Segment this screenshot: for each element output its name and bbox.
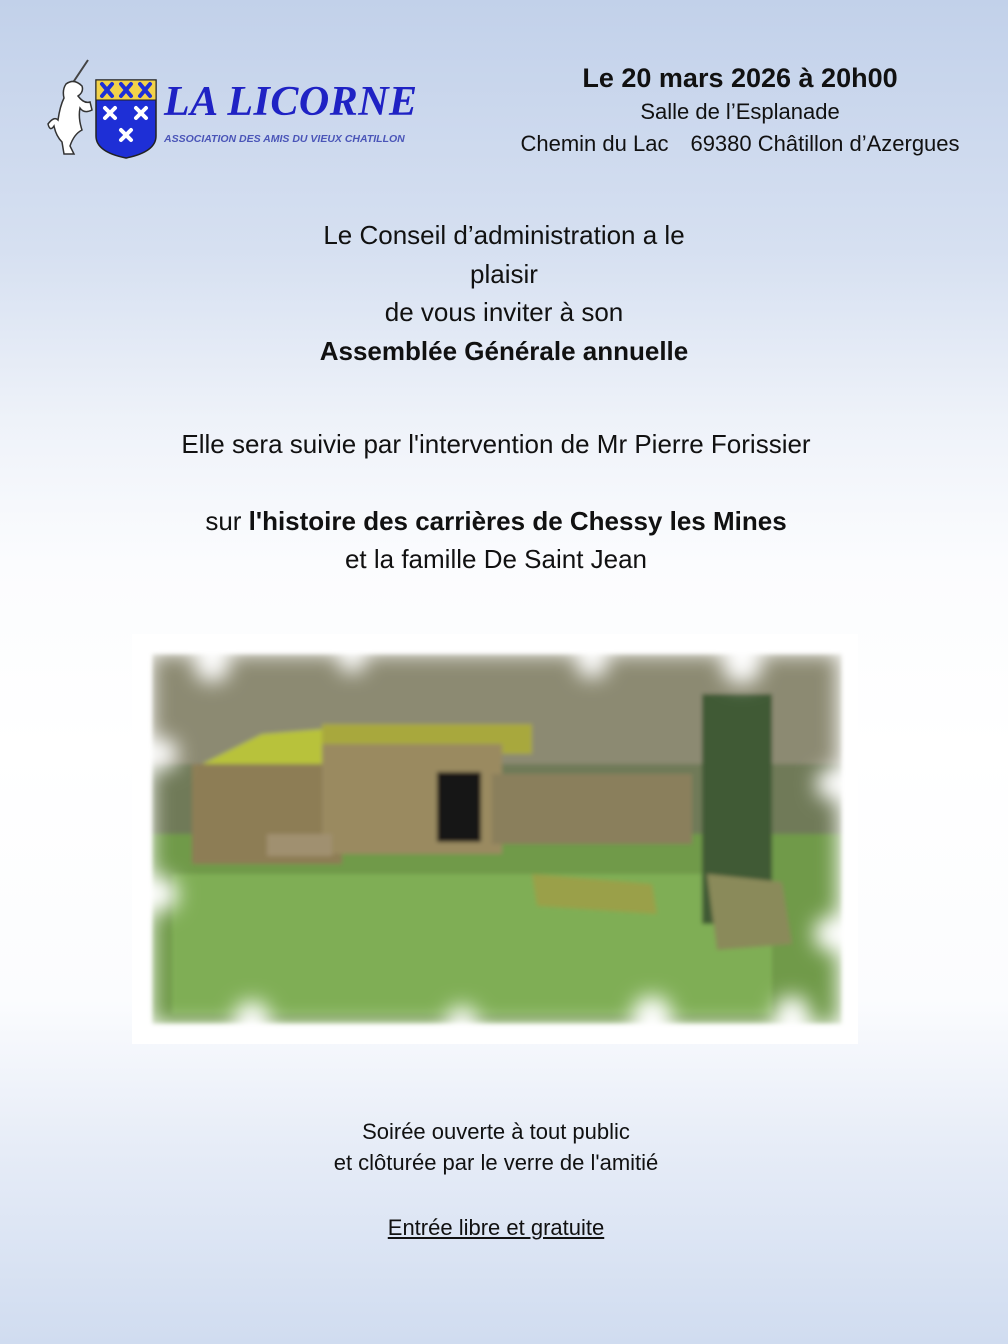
entry-note [0, 1212, 1000, 1243]
event-address [500, 128, 980, 160]
logo-title: LA LICORNE [164, 79, 418, 125]
event-city: 69380 Châtillon d’Azergues [690, 131, 960, 156]
topic-line-2: et la famille De Saint Jean [344, 544, 648, 574]
topic-text [0, 502, 1000, 578]
unicorn-shield-icon [44, 56, 164, 161]
footer-text [0, 1116, 1000, 1178]
logo-subtitle: ASSOCIATION DES AMIS DU VIEUX CHATILLON [164, 133, 405, 145]
footer-line-1: Soirée ouverte à tout public [362, 1119, 630, 1144]
speaker-text: Elle sera suivie par l'intervention de Mr Pierre Forissier [181, 429, 811, 459]
invitation-line-3: de vous inviter à son [384, 297, 624, 327]
topic-prefix: sur [205, 506, 249, 536]
event-venue: Salle de l’Esplanade [640, 99, 840, 124]
invitation-text [0, 216, 1008, 370]
event-street: Chemin du Lac [520, 131, 669, 156]
quarry-photo-illustration [132, 634, 858, 1044]
topic-title: l'histoire des carrières de Chessy les Mines [248, 506, 787, 536]
invitation-line-1: Le Conseil d’administration a le [323, 220, 685, 250]
invitation-line-2: plaisir [470, 258, 538, 289]
event-date: Le 20 mars 2026 à 20h00 [582, 63, 898, 93]
footer-line-2: et clôturée par le verre de l'amitié [333, 1150, 659, 1175]
entry-free-text: Entrée libre et gratuite [387, 1215, 605, 1240]
quarry-photo [132, 634, 858, 1044]
event-info [500, 60, 980, 160]
invitation-heading: Assemblée Générale annuelle [319, 335, 689, 366]
